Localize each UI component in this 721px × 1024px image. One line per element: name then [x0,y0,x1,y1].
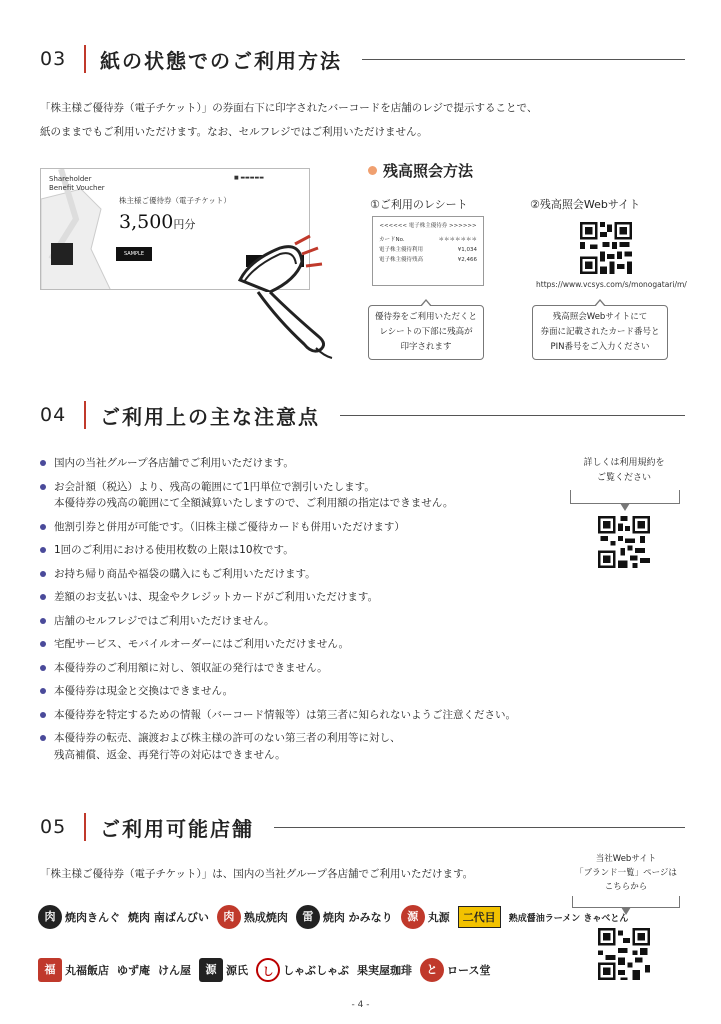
section-divider [84,813,86,841]
list-item: 宅配サービス、モバイルオーダーにはご利用いただけません。 [40,636,560,653]
voucher-en-2: Benefit Voucher [49,184,105,192]
brand-logo[interactable]: 源 丸源 [401,901,450,933]
receipt-method-label: ①ご利用のレシート [370,198,468,211]
section-number: 04 [40,404,67,426]
list-item: 1回のご利用における使用枚数の上限は10枚です。 [40,542,560,559]
balance-url[interactable]: https://www.vcsys.com/s/monogatari/m/ [536,280,687,289]
text-line: 紙のままでもご利用いただけます。なお、セルフレジではご利用いただけません。 [40,126,428,138]
voucher-sample-left: SAMPLE [116,247,152,261]
brand-mark-icon: 雷 [296,905,320,929]
list-item: 本優待券のご利用額に対し、領収証の発行はできません。 [40,660,560,677]
notes-list [40,455,560,770]
brand-mark-icon: 源 [401,905,425,929]
section-rule [274,827,685,828]
section-title: 紙の状態でのご利用方法 [100,48,342,73]
list-item: 本優待券は現金と交換はできません。 [40,683,560,700]
list-item: 本優待券の転売、譲渡および株主様の許可のない第三者の利用等に対し、 残高補償、返金、再発行等の対応はできません。 [40,730,560,763]
brand-logo[interactable]: 果実屋珈琲 [357,964,412,977]
brand-logo[interactable]: 二代目 [458,901,501,933]
section-05-header [40,810,685,844]
section-rule [362,59,685,60]
list-item: 本優待券を特定するための情報（バーコード情報等）は第三者に知られないようご注意ください。 [40,707,560,724]
list-item: お会計額（税込）より、残高の範囲にて1円単位で割引いたします。 本優待券の残高の範囲にて全額減算いたしますので、ご利用額の指定はできません。 [40,479,560,512]
section-03-header [40,42,685,76]
list-item: 店舗のセルフレジではご利用いただけません。 [40,613,560,630]
text-line: 「株主様ご優待券（電子チケット）」の券面右下に印字されたバーコードを店舗のレジで提示することで、 [40,102,538,114]
brand-logo[interactable]: 熟成醤油ラーメン きゃべとん [508,913,629,924]
brand-mark-icon: 福 [38,958,62,982]
brand-mark-icon: 源 [199,958,223,982]
brand-mark-icon: し [256,958,280,982]
terms-note: 詳しくは利用規約を ご覧ください [583,458,665,483]
list-item: お持ち帰り商品や福袋の購入にもご利用いただけます。 [40,566,560,583]
voucher-title: 株主様ご優待券（電子チケット） [119,196,231,205]
terms-bracket [570,490,680,504]
section-05-text: 「株主様ご優待券（電子チケット）」は、国内の当社グループ各店舗でご利用いただけます。 [40,868,474,880]
brand-logo[interactable]: 源 源氏 [199,954,248,986]
receipt-row: 電子株主優待利用 ¥1,034 [379,247,477,253]
brand-mark-icon: 肉 [38,905,62,929]
brand-logo[interactable]: 肉 熟成焼肉 [217,901,288,933]
bullet-icon [368,166,377,175]
receipt-row: 電子株主優待残高 ¥2,466 [379,257,477,263]
list-item: 他割引券と併用が可能です。（旧株主様ご優待カードも併用いただけます） [40,519,560,536]
section-03-text [40,96,537,144]
brand-logo[interactable]: ゆず庵 [117,964,150,977]
brand-logo[interactable]: 肉 焼肉きんぐ [38,901,120,933]
logo-row [38,951,558,989]
receipt-callout: 優待券をご利用いただくと レシートの下部に残高が 印字されます [368,305,484,360]
voucher-logo: ■ ▬▬▬▬▬ [234,175,264,181]
receipt-row: カードNo. ＊＊＊＊＊＊＊ [379,237,477,243]
page-number: - 4 - [351,1000,370,1010]
list-item: 差額のお支払いは、現金やクレジットカードがご利用いただけます。 [40,589,560,606]
brand-logo[interactable]: 焼肉 南ばんびい [128,911,209,924]
section-04-header [40,398,685,432]
brand-mark-icon: 肉 [217,905,241,929]
logo-row [38,898,629,936]
receipt-title: <<<<<< 電子株主優待券 >>>>>> [379,223,477,229]
section-divider [84,45,86,73]
balance-heading: 残高照会方法 [368,160,473,181]
section-rule [340,415,685,416]
brand-logo[interactable]: 雷 焼肉 かみなり [296,901,393,933]
brand-qr-code-icon[interactable] [598,928,650,980]
terms-qr-code-icon[interactable] [598,516,650,568]
voucher-code-icon [51,243,73,265]
section-title: ご利用可能店舗 [100,816,254,841]
section-title: ご利用上の主な注意点 [100,404,320,429]
brand-logo[interactable]: 福 丸福飯店 [38,954,109,986]
web-method-label: ②残高照会Webサイト [530,198,641,211]
section-number: 03 [40,48,67,70]
web-callout: 残高照会Webサイトにて 券面に記載されたカード番号と PIN番号をご入力ください [532,305,668,360]
section-number: 05 [40,816,67,838]
brand-logo[interactable]: けん屋 [158,964,191,977]
voucher-en-1: Shareholder [49,175,92,183]
brand-logo[interactable]: と ロース堂 [420,954,490,986]
brand-note: 当社Webサイト 「ブランド一覧」ページは こちらから [575,854,677,892]
brand-mark-icon: と [420,958,444,982]
list-item: 国内の当社グループ各店舗でご利用いただけます。 [40,455,560,472]
receipt-illustration [372,216,484,286]
barcode-scanner-icon [220,232,350,362]
voucher-amount: 3,500円分 [119,211,196,233]
brand-logos [38,898,629,1004]
section-divider [84,401,86,429]
balance-qr-code-icon[interactable] [580,222,632,274]
brand-logo[interactable]: し しゃぶしゃぶ [256,954,349,986]
